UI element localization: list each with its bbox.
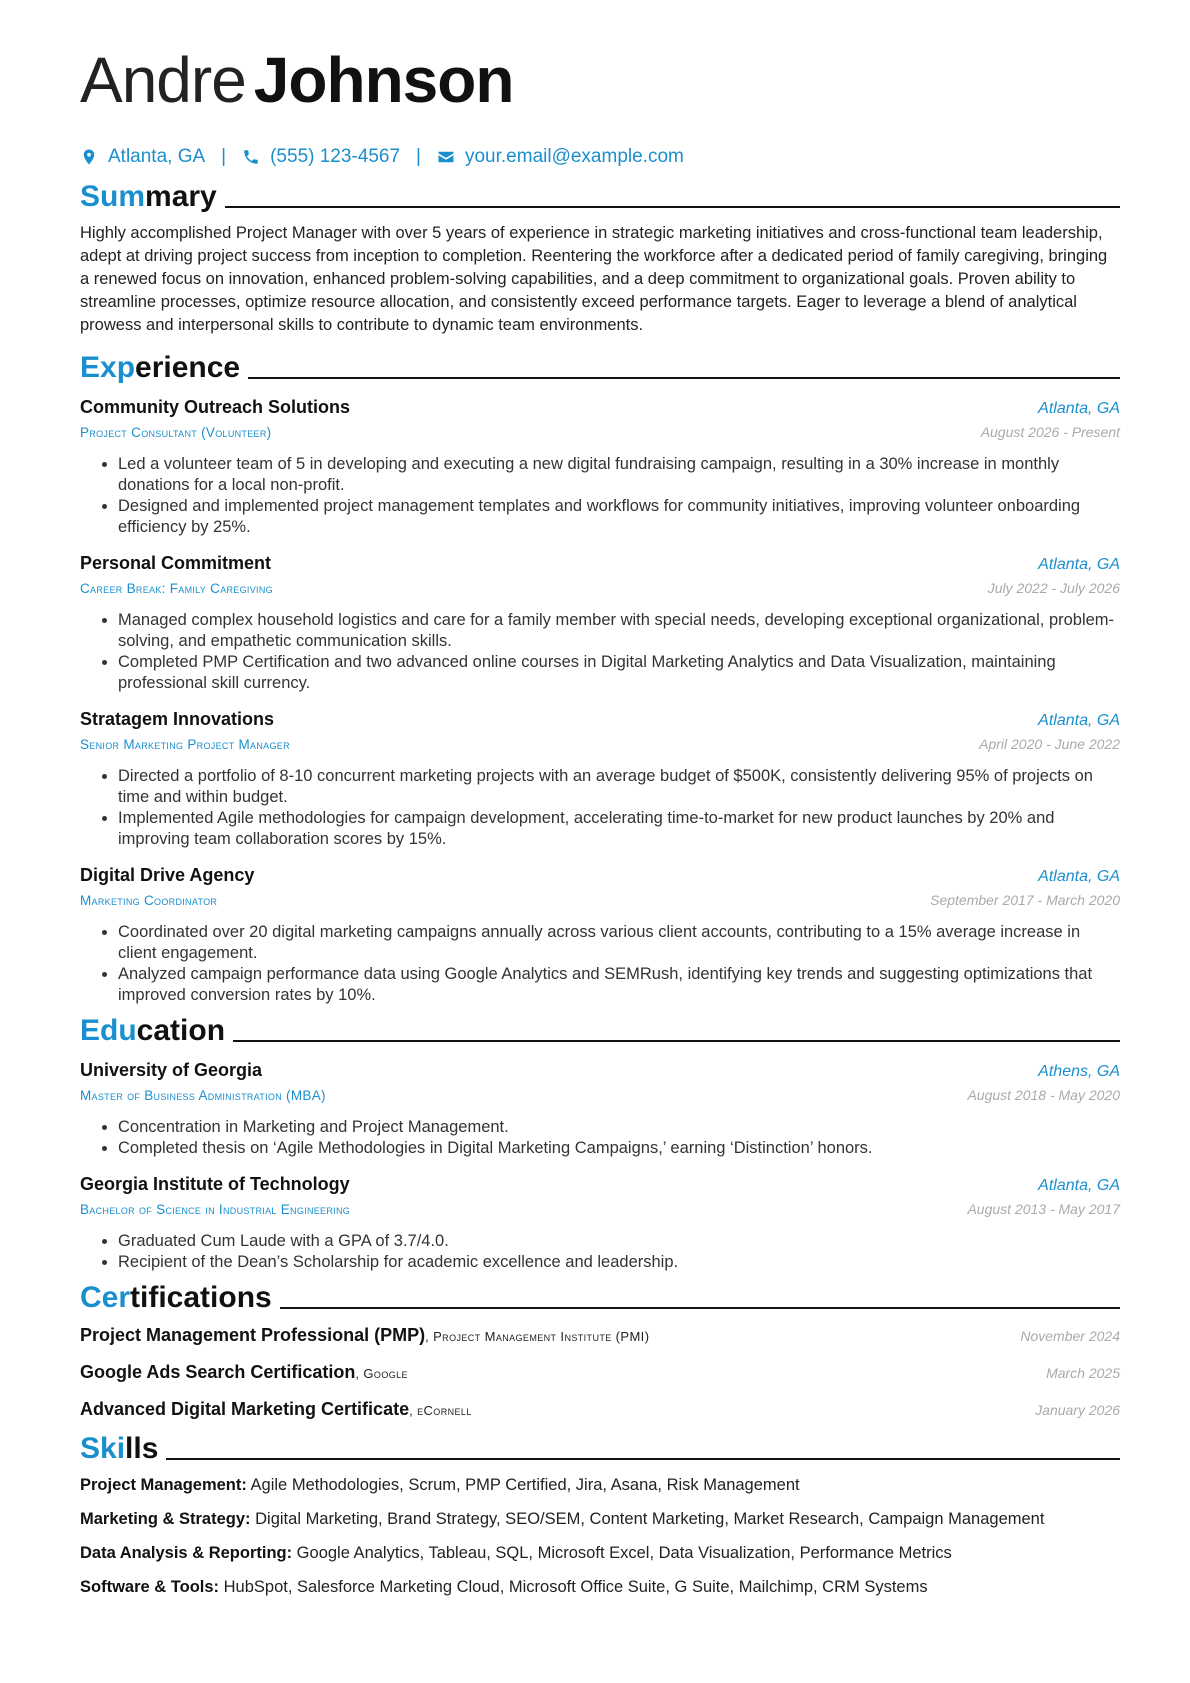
entry-bullets bbox=[80, 766, 1120, 850]
section-title-rest: mary bbox=[145, 180, 217, 213]
section-title-accent: Sum bbox=[80, 180, 146, 213]
contact-separator: | bbox=[221, 146, 227, 167]
bullet-item: • Graduated Cum Laude with a GPA of 3.7/4.0. bbox=[118, 1231, 1120, 1252]
experience-entry bbox=[80, 863, 1120, 1006]
skill-value: HubSpot, Salesforce Marketing Cloud, Microsoft Office Suite, G Suite, Mailchimp, CRM Systems bbox=[219, 1578, 928, 1596]
experience-entry bbox=[80, 707, 1120, 850]
section-title bbox=[80, 1281, 272, 1315]
skill-row bbox=[80, 1570, 1120, 1604]
entry-role: Career Break: Family Caregiving bbox=[80, 581, 273, 596]
section-title-accent: Cer bbox=[80, 1281, 131, 1314]
entry-role: Master of Business Administration (MBA) bbox=[80, 1088, 326, 1103]
entry-location: Atlanta, GA bbox=[1038, 400, 1120, 417]
entry-role: Project Consultant (Volunteer) bbox=[80, 425, 272, 440]
entry-role: Senior Marketing Project Manager bbox=[80, 737, 290, 752]
education-entry bbox=[80, 1058, 1120, 1159]
certification-issuer: , Project Management Institute (PMI) bbox=[425, 1329, 650, 1344]
skill-value: Google Analytics, Tableau, SQL, Microsoft Excel, Data Visualization, Performance Metrics bbox=[292, 1544, 952, 1562]
skill-label: Data Analysis & Reporting: bbox=[80, 1544, 293, 1562]
contact-phone[interactable] bbox=[242, 146, 400, 168]
section-title-accent: Edu bbox=[80, 1014, 137, 1047]
certification-name: Project Management Professional (PMP) bbox=[80, 1325, 426, 1345]
skill-label: Marketing & Strategy: bbox=[80, 1510, 251, 1528]
entry-org: University of Georgia bbox=[80, 1060, 263, 1080]
section-certifications-heading bbox=[80, 1281, 1120, 1315]
contact-separator: | bbox=[416, 146, 421, 167]
bullet-item: • Designed and implemented project management templates and workflows for community initiatives, improving volunteer onboarding efficiency by 25%. bbox=[118, 496, 1120, 538]
education-entry bbox=[80, 1172, 1120, 1273]
contact-line bbox=[80, 144, 1120, 170]
section-skills-heading bbox=[80, 1432, 1120, 1466]
certification-item bbox=[80, 1391, 1120, 1428]
entry-org: Stratagem Innovations bbox=[80, 709, 275, 729]
entry-role: Marketing Coordinator bbox=[80, 893, 218, 908]
certification-date: November 2024 bbox=[1020, 1328, 1120, 1344]
entry-dates: August 2018 - May 2020 bbox=[967, 1087, 1120, 1103]
bullet-item: • Implemented Agile methodologies for campaign development, accelerating time-to-market for new product launches by 20% and improving team collaboration scores by 15%. bbox=[118, 808, 1120, 850]
skill-label: Project Management: bbox=[80, 1476, 247, 1494]
phone-icon bbox=[242, 148, 260, 166]
section-rule bbox=[280, 1307, 1120, 1309]
candidate-name bbox=[80, 40, 1120, 122]
entry-org: Georgia Institute of Technology bbox=[80, 1174, 350, 1194]
section-title-rest: tifications bbox=[130, 1281, 272, 1314]
bullet-item: • Completed PMP Certification and two advanced online courses in Digital Marketing Analytics and Data Visualization, maintaining professional skill currency. bbox=[118, 652, 1120, 694]
certification-date: January 2026 bbox=[1035, 1402, 1120, 1418]
phone-text: (555) 123-4567 bbox=[270, 146, 401, 167]
entry-location: Atlanta, GA bbox=[1038, 1177, 1120, 1194]
certification-item bbox=[80, 1317, 1120, 1354]
contact-email[interactable] bbox=[437, 146, 684, 168]
skill-row bbox=[80, 1536, 1120, 1570]
section-rule bbox=[225, 206, 1120, 208]
map-marker-icon bbox=[80, 148, 98, 166]
experience-entry bbox=[80, 551, 1120, 694]
bullet-item: • Concentration in Marketing and Project Management. bbox=[118, 1117, 1120, 1138]
skill-row bbox=[80, 1468, 1120, 1502]
section-rule bbox=[166, 1458, 1120, 1460]
skill-label: Software & Tools: bbox=[80, 1578, 220, 1596]
section-title-rest: erience bbox=[135, 351, 241, 384]
bullet-item: • Directed a portfolio of 8-10 concurrent marketing projects with an average budget of $500K, consistently delivering 95% of projects on time and within budget. bbox=[118, 766, 1120, 808]
entry-dates: July 2022 - July 2026 bbox=[987, 580, 1120, 596]
entry-location: Athens, GA bbox=[1038, 1063, 1120, 1080]
section-title-rest: cation bbox=[136, 1014, 226, 1047]
entry-bullets bbox=[80, 922, 1120, 1006]
entry-dates: April 2020 - June 2022 bbox=[979, 736, 1120, 752]
section-title bbox=[80, 1432, 158, 1466]
certification-date: March 2025 bbox=[1046, 1365, 1120, 1381]
entry-bullets bbox=[80, 610, 1120, 694]
entry-org: Community Outreach Solutions bbox=[80, 397, 351, 417]
entry-bullets bbox=[80, 1117, 1120, 1159]
section-rule bbox=[233, 1040, 1120, 1042]
entry-role: Bachelor of Science in Industrial Engineering bbox=[80, 1202, 351, 1217]
certification-issuer: , Google bbox=[355, 1366, 408, 1381]
entry-dates: August 2026 - Present bbox=[980, 424, 1120, 440]
envelope-icon bbox=[437, 148, 455, 166]
bullet-item: • Analyzed campaign performance data using Google Analytics and SEMRush, identifying key trends and suggesting optimizations that improved conversion rates by 10%. bbox=[118, 964, 1120, 1006]
entry-location: Atlanta, GA bbox=[1038, 868, 1120, 885]
certification-list bbox=[80, 1317, 1120, 1428]
entry-bullets bbox=[80, 454, 1120, 538]
entry-location: Atlanta, GA bbox=[1038, 712, 1120, 729]
entry-org: Personal Commitment bbox=[80, 553, 272, 573]
entry-dates: August 2013 - May 2017 bbox=[967, 1201, 1120, 1217]
section-title bbox=[80, 1014, 225, 1048]
skills-list bbox=[80, 1468, 1120, 1604]
last-name: Johnson bbox=[253, 44, 514, 116]
entry-org: Digital Drive Agency bbox=[80, 865, 255, 885]
section-summary-heading bbox=[80, 180, 1120, 214]
skill-value: Digital Marketing, Brand Strategy, SEO/SEM, Content Marketing, Market Research, Campaign Management bbox=[250, 1510, 1045, 1528]
section-experience-heading bbox=[80, 351, 1120, 385]
certification-item bbox=[80, 1354, 1120, 1391]
contact-location bbox=[80, 146, 205, 168]
section-title-accent: Exp bbox=[80, 351, 136, 384]
section-title-rest: lls bbox=[125, 1432, 159, 1465]
experience-entry bbox=[80, 395, 1120, 538]
section-education-heading bbox=[80, 1014, 1120, 1048]
entry-bullets bbox=[80, 1231, 1120, 1273]
skill-row bbox=[80, 1502, 1120, 1536]
summary-text: Highly accomplished Project Manager with over 5 years of experience in strategic marketing initiatives and cross-functional team leadership, adept at driving project success from inception to completion. Reentering the workforce after a dedicated period of family caregiving, bringing a renewed focus on innovation, enhanced problem-solving capabilities, and a deep commitment to organizational goals. Proven ability to streamline processes, optimize resource allocation, and consistently exceed performance targets. Eager to leverage a blend of analytical prowess and interpersonal skills to contribute to dynamic team environments. bbox=[80, 224, 1108, 334]
bullet-item: • Recipient of the Dean’s Scholarship for academic excellence and leadership. bbox=[118, 1252, 1120, 1273]
entry-location: Atlanta, GA bbox=[1038, 556, 1120, 573]
resume-page bbox=[80, 40, 1120, 1604]
certification-issuer: , eCornell bbox=[409, 1403, 472, 1418]
section-title bbox=[80, 180, 217, 214]
section-rule bbox=[248, 377, 1120, 379]
entry-dates: September 2017 - March 2020 bbox=[930, 892, 1120, 908]
bullet-item: • Led a volunteer team of 5 in developing and executing a new digital fundraising campaign, resulting in a 30% increase in monthly donations for a local non-profit. bbox=[118, 454, 1120, 496]
certification-name: Advanced Digital Marketing Certificate bbox=[80, 1399, 410, 1419]
bullet-item: • Coordinated over 20 digital marketing campaigns annually across various client accounts, contributing to a 15% average increase in client engagement. bbox=[118, 922, 1120, 964]
location-text: Atlanta, GA bbox=[108, 146, 206, 167]
email-text: your.email@example.com bbox=[464, 146, 684, 167]
bullet-item: • Managed complex household logistics and care for a family member with special needs, developing exceptional organizational, problem-solving, and empathetic communication skills. bbox=[118, 610, 1120, 652]
section-title bbox=[80, 351, 240, 385]
section-title-accent: Ski bbox=[80, 1432, 126, 1465]
bullet-item: • Completed thesis on ‘Agile Methodologies in Digital Marketing Campaigns,’ earning ‘Distinction’ honors. bbox=[118, 1138, 1120, 1159]
first-name: Andre bbox=[80, 44, 246, 116]
certification-name: Google Ads Search Certification bbox=[80, 1362, 356, 1382]
skill-value: Agile Methodologies, Scrum, PMP Certified, Jira, Asana, Risk Management bbox=[246, 1476, 800, 1494]
